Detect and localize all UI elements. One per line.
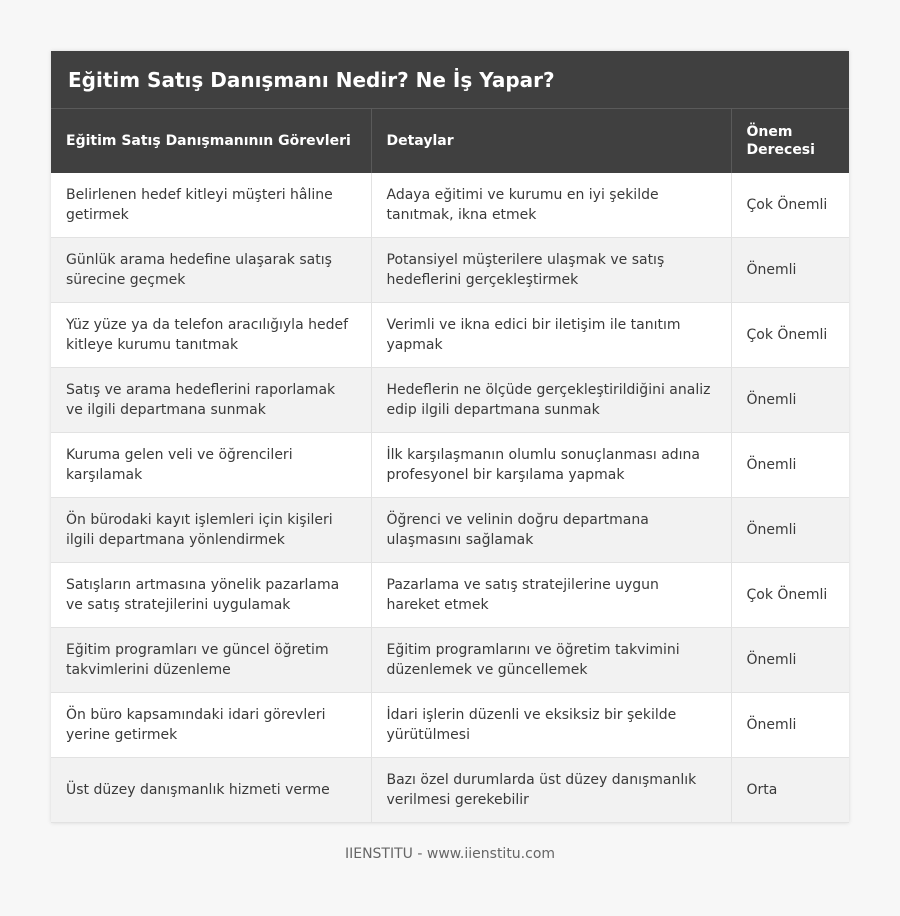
table-title: Eğitim Satış Danışmanı Nedir? Ne İş Yapar? [51, 51, 849, 109]
cell-importance: Önemli [731, 433, 849, 498]
cell-importance: Önemli [731, 628, 849, 693]
cell-detail: Hedeflerin ne ölçüde gerçekleştirildiğini analiz edip ilgili departmana sunmak [371, 368, 731, 433]
table-row [51, 173, 849, 238]
cell-detail: İlk karşılaşmanın olumlu sonuçlanması adına profesyonel bir karşılama yapmak [371, 433, 731, 498]
table-row [51, 758, 849, 823]
cell-detail: Öğrenci ve velinin doğru departmana ulaşmasını sağlamak [371, 498, 731, 563]
cell-importance: Önemli [731, 498, 849, 563]
cell-duty: Üst düzey danışmanlık hizmeti verme [51, 758, 371, 823]
cell-duty: Satış ve arama hedeflerini raporlamak ve ilgili departmana sunmak [51, 368, 371, 433]
table-row [51, 238, 849, 303]
cell-duty: Belirlenen hedef kitleyi müşteri hâline getirmek [51, 173, 371, 238]
cell-importance: Önemli [731, 693, 849, 758]
cell-importance: Orta [731, 758, 849, 823]
cell-duty: Günlük arama hedefine ulaşarak satış sürecine geçmek [51, 238, 371, 303]
cell-importance: Önemli [731, 368, 849, 433]
cell-detail: Verimli ve ikna edici bir iletişim ile tanıtım yapmak [371, 303, 731, 368]
cell-detail: Pazarlama ve satış stratejilerine uygun hareket etmek [371, 563, 731, 628]
cell-detail: Adaya eğitimi ve kurumu en iyi şekilde tanıtmak, ikna etmek [371, 173, 731, 238]
cell-importance: Çok Önemli [731, 173, 849, 238]
cell-detail: İdari işlerin düzenli ve eksiksiz bir şekilde yürütülmesi [371, 693, 731, 758]
table-card [51, 51, 849, 823]
cell-duty: Satışların artmasına yönelik pazarlama ve satış stratejilerini uygulamak [51, 563, 371, 628]
cell-detail: Bazı özel durumlarda üst düzey danışmanlık verilmesi gerekebilir [371, 758, 731, 823]
table-row [51, 628, 849, 693]
header-row [51, 109, 849, 173]
cell-duty: Yüz yüze ya da telefon aracılığıyla hedef kitleye kurumu tanıtmak [51, 303, 371, 368]
table-row [51, 498, 849, 563]
duties-table [51, 109, 849, 823]
cell-detail: Eğitim programlarını ve öğretim takvimini düzenlemek ve güncellemek [371, 628, 731, 693]
cell-importance: Çok Önemli [731, 563, 849, 628]
table-row [51, 368, 849, 433]
table-row [51, 433, 849, 498]
cell-duty: Ön büro kapsamındaki idari görevleri yerine getirmek [51, 693, 371, 758]
table-row [51, 303, 849, 368]
header-details: Detaylar [371, 109, 731, 173]
header-importance: Önem Derecesi [731, 109, 849, 173]
cell-importance: Çok Önemli [731, 303, 849, 368]
cell-duty: Eğitim programları ve güncel öğretim takvimlerini düzenleme [51, 628, 371, 693]
table-row [51, 563, 849, 628]
footer-credit: IIENSTITU - www.iienstitu.com [344, 846, 556, 862]
cell-detail: Potansiyel müşterilere ulaşmak ve satış hedeflerini gerçekleştirmek [371, 238, 731, 303]
cell-importance: Önemli [731, 238, 849, 303]
cell-duty: Ön bürodaki kayıt işlemleri için kişileri ilgili departmana yönlendirmek [51, 498, 371, 563]
table-row [51, 693, 849, 758]
cell-duty: Kuruma gelen veli ve öğrencileri karşılamak [51, 433, 371, 498]
header-duties: Eğitim Satış Danışmanının Görevleri [51, 109, 371, 173]
